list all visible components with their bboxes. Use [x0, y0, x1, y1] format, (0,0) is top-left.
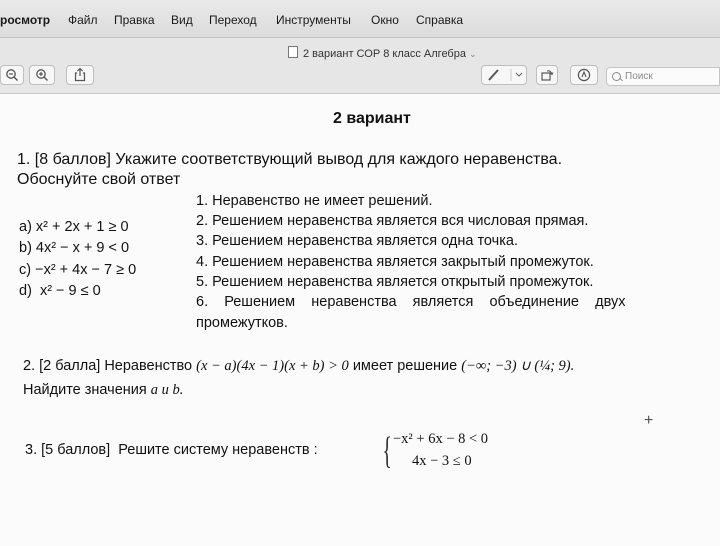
q2-equation: (x − a)(4x − 1)(x + b) > 0	[196, 358, 349, 374]
q3-equation-2: 4x − 3 ≤ 0	[412, 453, 472, 469]
q1-inequality-a: a) x² + 2x + 1 ≥ 0	[19, 219, 129, 235]
share-icon	[73, 67, 87, 82]
share-button[interactable]	[66, 65, 94, 85]
menu-window[interactable]: Окно	[371, 13, 399, 27]
zoom-out-icon	[5, 68, 19, 82]
markup-toolbar-button[interactable]	[570, 65, 598, 85]
q2-text-b: имеет решение	[348, 358, 462, 374]
markup-icon	[577, 68, 591, 82]
cursor-plus: +	[644, 412, 654, 429]
q2-line2	[23, 382, 183, 399]
search-input[interactable]	[606, 67, 720, 86]
rotate-button[interactable]	[536, 65, 558, 85]
menu-help[interactable]: Справка	[416, 13, 464, 27]
markup-pen-button[interactable]	[481, 65, 527, 85]
menu-go[interactable]: Переход	[209, 13, 257, 27]
q1-option-6-cont: промежутков.	[196, 315, 288, 331]
menu-file[interactable]: Файл	[68, 13, 98, 27]
q1-option-6: 6. Решением неравенства является объединение двух	[196, 294, 626, 310]
q1-option-3: 3. Решением неравенства является одна точка.	[196, 233, 518, 249]
q1-option-1: 1. Неравенство не имеет решений.	[196, 193, 433, 209]
q1-inequality-c: c) −x² + 4x − 7 ≥ 0	[19, 262, 137, 278]
menu-tools[interactable]: Инструменты	[276, 13, 351, 27]
menu-edit[interactable]: Правка	[114, 13, 155, 27]
q2-variables: a и b.	[150, 382, 184, 398]
chevron-down-icon: ⌄	[468, 49, 477, 59]
q2-solution-set: (−∞; −3) ∪ (¼; 9).	[461, 358, 575, 374]
q1-option-4: 4. Решением неравенства является закрытый промежуток.	[196, 254, 594, 270]
q2-line1	[23, 358, 574, 375]
q1-title-line1: 1. [8 баллов] Укажите соответствующий вывод для каждого неравенства.	[17, 151, 563, 168]
zoom-in-icon	[35, 68, 49, 82]
menu-bar	[0, 0, 720, 38]
system-brace: {	[382, 430, 392, 472]
q2-text-c: Найдите значения	[23, 382, 151, 398]
document-heading: 2 вариант	[333, 110, 411, 127]
window-title[interactable]	[288, 46, 477, 60]
menu-app-preview[interactable]: росмотр	[0, 13, 51, 27]
q1-inequality-b: b) 4x² − x + 9 < 0	[19, 240, 130, 256]
window-title-text: 2 вариант СОР 8 класс Алгебра	[303, 48, 466, 60]
zoom-in-button[interactable]	[29, 65, 55, 85]
q1-inequality-d: d) x² − 9 ≤ 0	[19, 283, 101, 299]
pen-icon	[484, 68, 524, 82]
menu-view[interactable]: Вид	[171, 13, 193, 27]
q3-equation-1: −x² + 6x − 8 < 0	[393, 431, 489, 447]
search-icon	[612, 72, 621, 81]
q3-text: 3. [5 баллов] Решите систему неравенств :	[25, 442, 322, 458]
search-placeholder: Поиск	[625, 71, 653, 82]
window-titlebar	[0, 38, 720, 64]
zoom-out-button[interactable]	[0, 65, 24, 85]
q2-text-a: 2. [2 балла] Неравенство	[23, 358, 197, 374]
toolbar	[0, 64, 720, 94]
q1-option-5: 5. Решением неравенства является открытый промежуток.	[196, 274, 594, 290]
document-page	[0, 94, 720, 546]
rotate-icon	[540, 68, 554, 82]
q1-option-2: 2. Решением неравенства является вся числовая прямая.	[196, 213, 589, 229]
document-icon	[288, 46, 298, 58]
q1-title-line2: Обоснуйте свой ответ	[17, 171, 181, 188]
